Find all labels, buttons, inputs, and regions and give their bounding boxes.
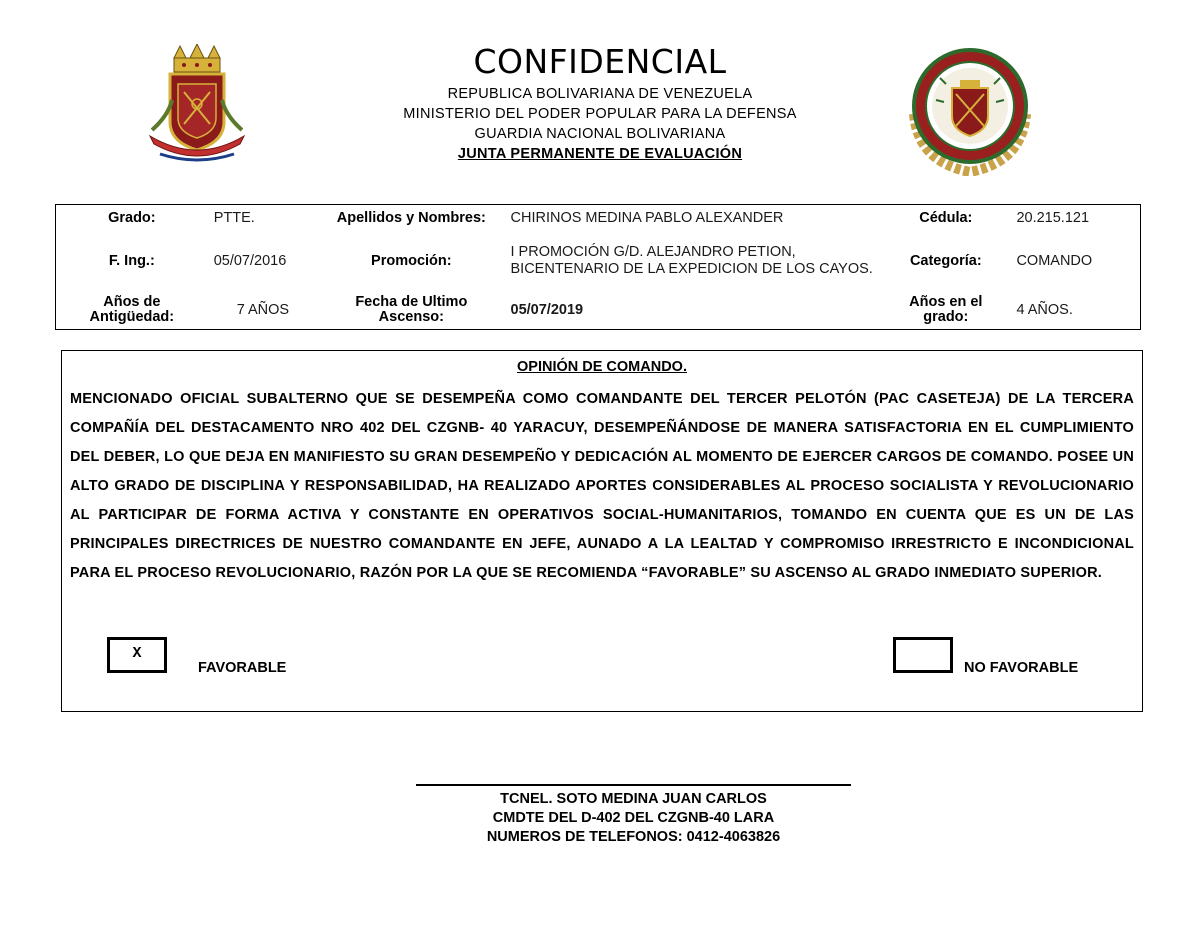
- fecha-ingreso-label: F. Ing.:: [108, 252, 155, 269]
- anos-grado-label: Años en el grado:: [909, 294, 983, 325]
- cedula-value: 20.215.121: [1016, 210, 1090, 226]
- signer-name: TCNEL. SOTO MEDINA JUAN CARLOS: [500, 791, 767, 807]
- header-republic: REPUBLICA BOLIVARIANA DE VENEZUELA: [447, 86, 753, 102]
- favorable-checkbox[interactable]: X: [107, 637, 167, 673]
- opinion-section: [61, 350, 1143, 712]
- favorable-label: FAVORABLE: [198, 660, 287, 676]
- grado-value: PTTE.: [213, 210, 255, 226]
- signer-position: CMDTE DEL D-402 DEL CZGNB-40 LARA: [492, 810, 775, 826]
- ultimo-ascenso-label: Fecha de Ultimo Ascenso:: [355, 294, 468, 325]
- document-header: [300, 40, 900, 164]
- opinion-text: MENCIONADO OFICIAL SUBALTERNO QUE SE DESEMPEÑA COMO COMANDANTE DEL TERCER PELOTÓN (PAC CASETEJA) DE LA TERCERA COMPAÑÍA DEL DESTACAMENTO NRO 402 DEL CZGNB- 40 YARACUY, DESEMPEÑÁNDOSE DE MANERA SATISFACTORIA EN EL CUMPLIMIENTO DEL DEBER, LO QUE DEJA EN MANIFIESTO SU GRAN DESEMPEÑO Y DEDICACIÓN AL MOMENTO DE EJERCER CARGOS DE COMANDO. POSEE UN ALTO GRADO DE DISCIPLINA Y RESPONSABILIDAD, HA REALIZADO APORTES CONSIDERABLES AL PROCESO SOCIALISTA Y REVOLUCIONARIO AL PARTICIPAR DE FORMA ACTIVA Y CONSTANTE EN OPERATIVOS SOCIAL-HUMANITARIOS, TOMANDO EN CUENTA QUE ES UN DE LAS PRINCIPALES DIRECTRICES DE NUESTRO COMANDANTE EN JEFE, AUNADO A LA LEALTAD Y COMPROMISO IRRESTRICTO E INCONDICIONAL PARA EL PROCESO REVOLUCIONARIO, RAZÓN POR LA QUE SE RECOMIENDA “FAVORABLE” SU ASCENSO AL GRADO INMEDIATO SUPERIOR.: [70, 391, 1134, 581]
- grado-label: Grado:: [108, 209, 156, 226]
- venezuelan-coat-of-arms-icon: [148, 44, 246, 164]
- header-ministry: MINISTERIO DEL PODER POPULAR PARA LA DEFENSA: [403, 106, 797, 122]
- signature-line: [416, 784, 851, 786]
- categoria-label: Categoría:: [909, 252, 982, 269]
- no-favorable-label: NO FAVORABLE: [964, 660, 1079, 676]
- header-board: JUNTA PERMANENTE DE EVALUACIÓN: [457, 146, 743, 162]
- no-favorable-checkbox[interactable]: [893, 637, 953, 673]
- ultimo-ascenso-value: 05/07/2019: [510, 302, 584, 318]
- antiguedad-value: 7 AÑOS: [236, 302, 290, 318]
- signature-block: [400, 770, 867, 847]
- cedula-label: Cédula:: [919, 209, 973, 226]
- categoria-value: COMANDO: [1016, 253, 1093, 269]
- anos-grado-value: 4 AÑOS.: [1016, 302, 1073, 318]
- header-guard: GUARDIA NACIONAL BOLIVARIANA: [474, 126, 726, 142]
- antiguedad-label: Años de Antigüedad:: [89, 294, 175, 325]
- signer-phone: NUMEROS DE TELEFONOS: 0412-4063826: [486, 829, 781, 845]
- guardia-nacional-bolivariana-seal-icon: [900, 44, 1040, 176]
- promocion-value: I PROMOCIÓN G/D. ALEJANDRO PETION, BICENTENARIO DE LA EXPEDICION DE LOS CAYOS.: [510, 244, 873, 277]
- officer-info-table: [55, 204, 1141, 330]
- opinion-title: OPINIÓN DE COMANDO.: [517, 359, 687, 375]
- promocion-label: Promoción:: [371, 252, 452, 269]
- confidential-title: CONFIDENCIAL: [473, 42, 727, 81]
- nombres-label: Apellidos y Nombres:: [336, 209, 486, 226]
- fecha-ingreso-value: 05/07/2016: [213, 253, 287, 269]
- nombres-value: CHIRINOS MEDINA PABLO ALEXANDER: [510, 210, 784, 226]
